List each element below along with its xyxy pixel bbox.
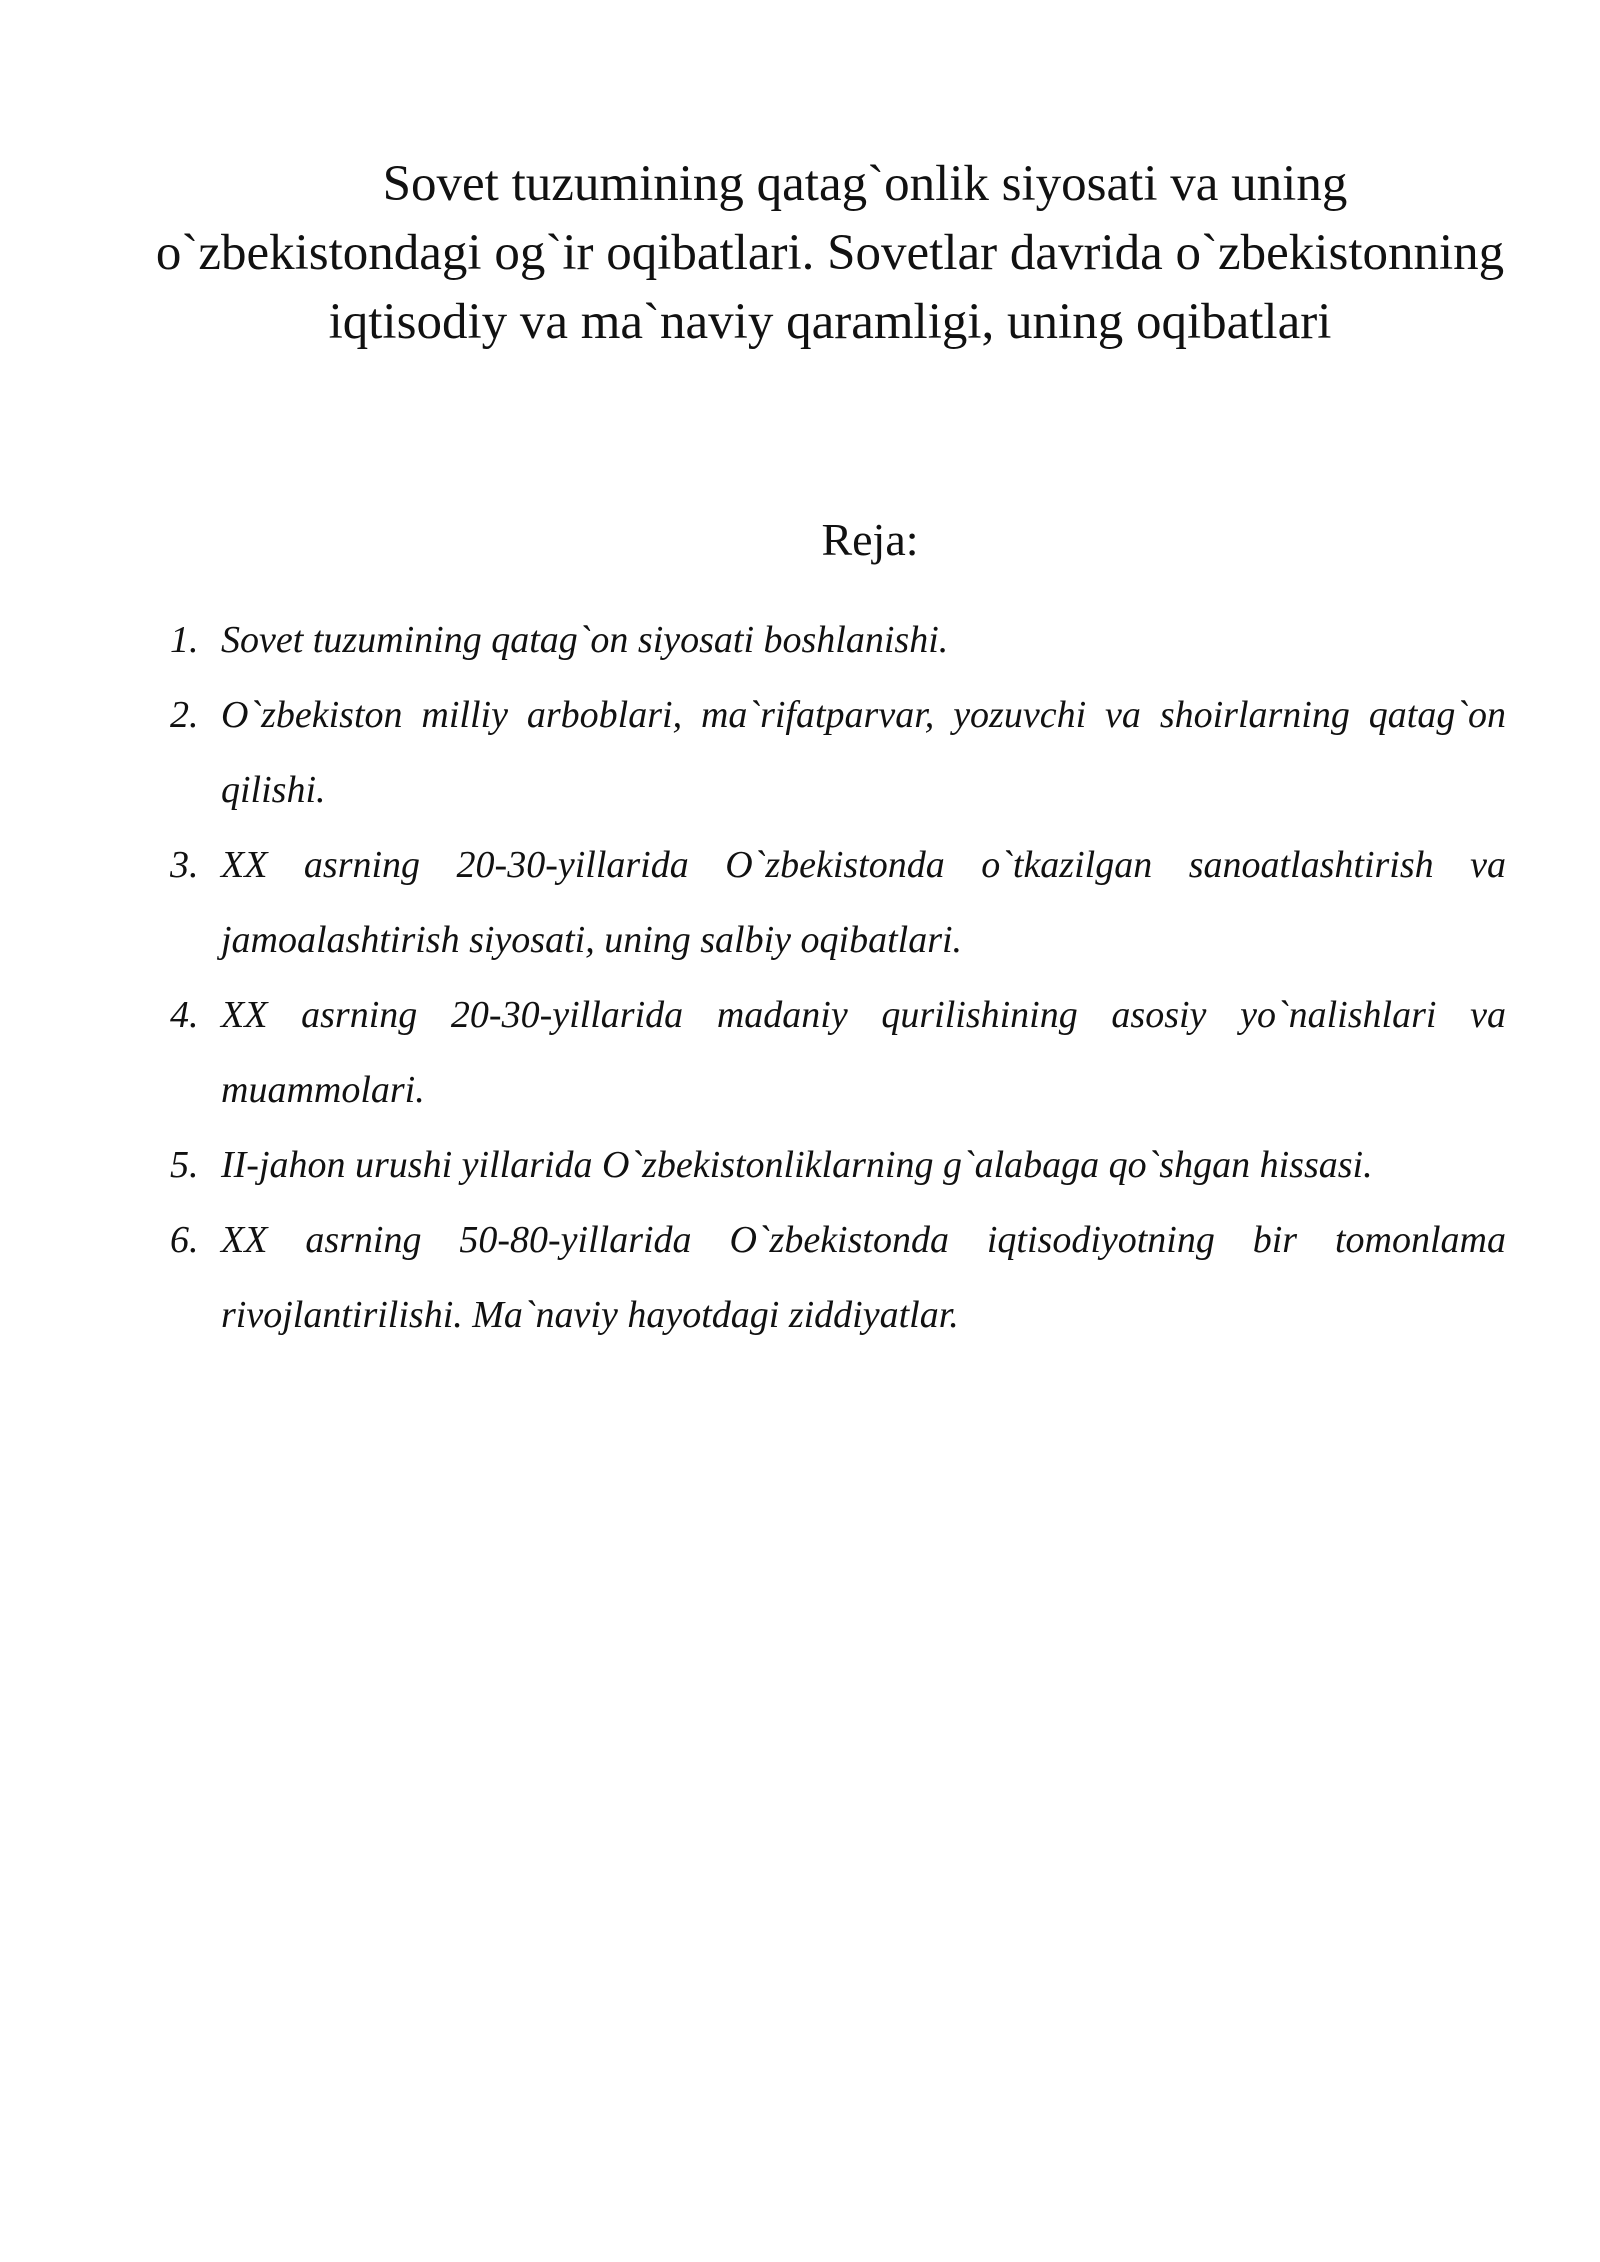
plan-item-number: 2. xyxy=(170,694,199,736)
plan-heading: Reja: xyxy=(821,514,919,565)
plan-item-text: II-jahon urushi yillarida O`zbekistonliklarning g`alabaga qo`shgan hissasi. xyxy=(221,1144,1373,1186)
plan-item-text: XX asrning 20-30-yillarida O`zbekistonda o`tkazilgan sanoatlashtirish va jamoalashtirish siyosati, uning salbiy oqibatlari. xyxy=(221,844,1506,961)
plan-item-1 xyxy=(170,603,1506,678)
plan-list xyxy=(170,603,1506,1353)
plan-item-4 xyxy=(170,978,1506,1128)
plan-item-number: 6. xyxy=(170,1219,199,1261)
plan-item-number: 5. xyxy=(170,1144,199,1186)
plan-item-number: 3. xyxy=(170,844,199,886)
plan-item-2 xyxy=(170,678,1506,828)
plan-item-text: XX asrning 20-30-yillarida madaniy qurilishining asosiy yo`nalishlari va muammolari. xyxy=(221,994,1506,1111)
plan-item-5 xyxy=(170,1128,1506,1203)
document-title: Sovet tuzumining qatag`onlik siyosati va uning o`zbekistondagi og`ir oqibatlari. Sovetlar davrida o`zbekistonning iqtisodiy va ma`naviy qaramligi, uning oqibatlari xyxy=(155,156,1505,350)
plan-item-text: O`zbekiston milliy arboblari, ma`rifatparvar, yozuvchi va shoirlarning qatag`on qilishi. xyxy=(221,694,1506,811)
plan-item-3 xyxy=(170,828,1506,978)
plan-item-number: 4. xyxy=(170,994,199,1036)
plan-item-text: Sovet tuzumining qatag`on siyosati boshlanishi. xyxy=(221,619,949,661)
plan-item-6 xyxy=(170,1203,1506,1353)
plan-item-number: 1. xyxy=(170,619,199,661)
plan-item-text: XX asrning 50-80-yillarida O`zbekistonda iqtisodiyotning bir tomonlama rivojlantirilishi. Ma`naviy hayotdagi ziddiyatlar. xyxy=(221,1219,1506,1336)
